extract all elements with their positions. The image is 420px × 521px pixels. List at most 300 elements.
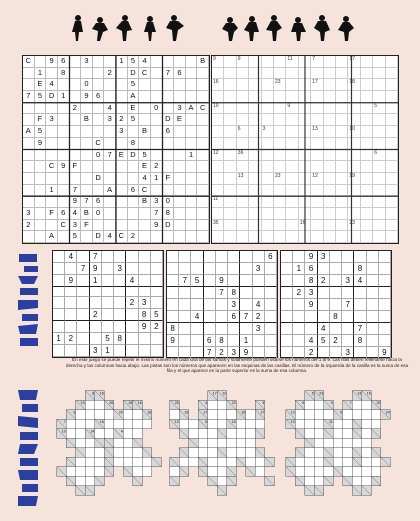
sudoku-9-cell[interactable]: [191, 323, 203, 335]
sudoku-16-cell[interactable]: 9: [58, 161, 70, 173]
kakuro-cell[interactable]: [217, 400, 227, 410]
sudoku-9-cell[interactable]: [354, 251, 366, 263]
sudoku-16-cell[interactable]: B: [81, 114, 93, 126]
killer-cell[interactable]: 23: [348, 220, 360, 232]
kakuro-cell[interactable]: [104, 429, 114, 439]
kakuro-cell[interactable]: [170, 410, 180, 420]
sudoku-16-cell[interactable]: E: [128, 103, 140, 115]
sudoku-16-cell[interactable]: 2: [23, 220, 35, 232]
kakuro-cell[interactable]: [362, 467, 372, 477]
sudoku-9-cell[interactable]: 9: [240, 347, 252, 359]
sudoku-16-cell[interactable]: C: [58, 220, 70, 232]
sudoku-16-cell[interactable]: C: [46, 161, 58, 173]
kakuro-cell[interactable]: [362, 419, 372, 429]
sudoku-16-cell[interactable]: D: [128, 68, 140, 80]
sudoku-9-cell[interactable]: [53, 321, 65, 333]
sudoku-16-cell[interactable]: D: [163, 114, 175, 126]
kakuro-cell[interactable]: [76, 438, 86, 448]
kakuro-cell[interactable]: [85, 448, 95, 458]
sudoku-9-cell[interactable]: [126, 251, 138, 263]
killer-cell[interactable]: 13: [237, 173, 249, 185]
sudoku-9-cell[interactable]: [114, 345, 126, 357]
sudoku-9-cell[interactable]: [102, 321, 114, 333]
kakuro-cell[interactable]: [198, 438, 208, 448]
sudoku-9-cell[interactable]: [253, 287, 265, 299]
sudoku-9-cell[interactable]: 8: [167, 323, 179, 335]
sudoku-16-cell[interactable]: 6: [58, 56, 70, 68]
kakuro-cell[interactable]: [255, 419, 265, 429]
sudoku-16-cell[interactable]: 8: [58, 68, 70, 80]
sudoku-9-cell[interactable]: 2: [305, 347, 317, 359]
sudoku-9-cell[interactable]: [240, 275, 252, 287]
sudoku-9-cell[interactable]: [342, 311, 354, 323]
sudoku-9-cell[interactable]: [228, 323, 240, 335]
kakuro-cell[interactable]: [208, 457, 218, 467]
kakuro-cell[interactable]: [208, 467, 218, 477]
sudoku-9-cell[interactable]: 6: [305, 263, 317, 275]
sudoku-9-cell[interactable]: [191, 251, 203, 263]
sudoku-9-cell[interactable]: [367, 251, 379, 263]
sudoku-9-cell[interactable]: [379, 323, 391, 335]
sudoku-9-cell[interactable]: [216, 323, 228, 335]
sudoku-9-cell[interactable]: 9: [65, 275, 77, 287]
sudoku-9-cell[interactable]: 9: [305, 299, 317, 311]
kakuro-cell[interactable]: [333, 419, 343, 429]
sudoku-9-cell[interactable]: [240, 287, 252, 299]
sudoku-9-cell[interactable]: 8: [354, 335, 366, 347]
kakuro-cell[interactable]: [362, 448, 372, 458]
sudoku-9-cell[interactable]: [293, 335, 305, 347]
kakuro-cell[interactable]: [314, 429, 324, 439]
kakuro-cell[interactable]: [314, 400, 324, 410]
sudoku-9-cell[interactable]: [90, 321, 102, 333]
sudoku-9-cell[interactable]: [179, 299, 191, 311]
kakuro-cell[interactable]: [305, 476, 315, 486]
sudoku-9-cell[interactable]: [191, 263, 203, 275]
kakuro-cell[interactable]: [333, 457, 343, 467]
sudoku-16-cell[interactable]: 3: [23, 208, 35, 220]
sudoku-9-cell[interactable]: 3: [139, 297, 151, 309]
sudoku-9-cell[interactable]: 9: [167, 335, 179, 347]
sudoku-9-cell[interactable]: 9: [216, 275, 228, 287]
sudoku-16-cell[interactable]: B: [139, 126, 151, 138]
kakuro-cell[interactable]: [179, 457, 189, 467]
sudoku-16-cell[interactable]: A: [104, 185, 116, 197]
kakuro-cell[interactable]: [217, 476, 227, 486]
kakuro-cell[interactable]: [66, 467, 76, 477]
sudoku-9-cell[interactable]: [265, 311, 277, 323]
sudoku-9-cell[interactable]: [265, 323, 277, 335]
sudoku-16-cell[interactable]: 7: [104, 150, 116, 162]
sudoku-16-cell[interactable]: 7: [70, 185, 82, 197]
sudoku-9-cell[interactable]: 1: [240, 335, 252, 347]
kakuro-cell[interactable]: [198, 448, 208, 458]
sudoku-9-cell[interactable]: [65, 263, 77, 275]
sudoku-16-cell[interactable]: 5: [128, 56, 140, 68]
kakuro-cell[interactable]: [76, 410, 86, 420]
sudoku-16-cell[interactable]: E: [35, 79, 47, 91]
sudoku-9-cell[interactable]: 4: [253, 299, 265, 311]
sudoku-9-cell[interactable]: [179, 263, 191, 275]
sudoku-16-cell[interactable]: 6: [163, 126, 175, 138]
kakuro-cell[interactable]: [217, 467, 227, 477]
kakuro-cell[interactable]: [85, 410, 95, 420]
sudoku-16-cell[interactable]: F: [81, 220, 93, 232]
sudoku-16-cell[interactable]: 3: [70, 220, 82, 232]
sudoku-9-cell[interactable]: 4: [126, 275, 138, 287]
sudoku-9-cell[interactable]: [281, 263, 293, 275]
kakuro-cell[interactable]: [133, 410, 143, 420]
sudoku-9-cell[interactable]: 8: [216, 335, 228, 347]
sudoku-9-cell[interactable]: 3: [90, 345, 102, 357]
sudoku-16-cell[interactable]: 5: [128, 114, 140, 126]
sudoku-16-cell[interactable]: B: [139, 196, 151, 208]
kakuro-cell[interactable]: [189, 457, 199, 467]
sudoku-9-cell[interactable]: [379, 287, 391, 299]
kakuro-cell[interactable]: [305, 448, 315, 458]
sudoku-16-cell[interactable]: 3: [116, 126, 128, 138]
kakuro-cell[interactable]: [142, 419, 152, 429]
sudoku-9-cell[interactable]: 7: [354, 323, 366, 335]
sudoku-9-cell[interactable]: [342, 323, 354, 335]
sudoku-9-cell[interactable]: [114, 287, 126, 297]
sudoku-16-cell[interactable]: 1: [58, 91, 70, 103]
sudoku-9-cell[interactable]: 2: [65, 333, 77, 345]
sudoku-9-cell[interactable]: [114, 321, 126, 333]
sudoku-16-cell[interactable]: 5: [35, 91, 47, 103]
sudoku-9-cell[interactable]: [330, 299, 342, 311]
sudoku-16-cell[interactable]: 6: [174, 68, 186, 80]
sudoku-9-cell[interactable]: 2: [216, 347, 228, 359]
sudoku-16-cell[interactable]: A: [128, 91, 140, 103]
kakuro-cell[interactable]: [352, 410, 362, 420]
sudoku-9-cell[interactable]: 8: [354, 263, 366, 275]
sudoku-16-cell[interactable]: F: [70, 161, 82, 173]
sudoku-16-cell[interactable]: 7: [81, 196, 93, 208]
sudoku-16-cell[interactable]: 8: [128, 138, 140, 150]
kakuro-cell[interactable]: [76, 429, 86, 439]
sudoku-9-cell[interactable]: [167, 263, 179, 275]
sudoku-9-cell[interactable]: [281, 251, 293, 263]
sudoku-9-cell[interactable]: [228, 263, 240, 275]
sudoku-9-cell[interactable]: [139, 345, 151, 357]
sudoku-9-cell[interactable]: 3: [342, 347, 354, 359]
sudoku-9-cell[interactable]: [379, 275, 391, 287]
sudoku-9-cell[interactable]: [354, 311, 366, 323]
sudoku-16-cell[interactable]: 4: [46, 79, 58, 91]
sudoku-9-cell[interactable]: 9: [379, 347, 391, 359]
sudoku-9-cell[interactable]: [265, 287, 277, 299]
sudoku-16-cell[interactable]: 3: [174, 103, 186, 115]
kakuro-cell[interactable]: [189, 419, 199, 429]
kakuro-cell[interactable]: [343, 467, 353, 477]
sudoku-9-cell[interactable]: 5: [191, 275, 203, 287]
sudoku-9-cell[interactable]: [102, 287, 114, 297]
sudoku-16-cell[interactable]: 3: [46, 114, 58, 126]
sudoku-16-cell[interactable]: 6: [58, 208, 70, 220]
sudoku-9-cell[interactable]: [126, 263, 138, 275]
killer-cell[interactable]: 10: [212, 103, 224, 115]
kakuro-cell[interactable]: [85, 419, 95, 429]
sudoku-9-cell[interactable]: 8: [305, 275, 317, 287]
kakuro-cell[interactable]: [66, 429, 76, 439]
killer-cell[interactable]: 5: [373, 103, 385, 115]
kakuro-cell[interactable]: [227, 457, 237, 467]
sudoku-9-cell[interactable]: [342, 287, 354, 299]
kakuro-cell[interactable]: [343, 419, 353, 429]
sudoku-9-cell[interactable]: [151, 275, 163, 287]
killer-cell[interactable]: 11: [286, 56, 298, 68]
sudoku-16-cell[interactable]: F: [46, 208, 58, 220]
kakuro-cell[interactable]: [362, 457, 372, 467]
kakuro-cell[interactable]: [123, 448, 133, 458]
sudoku-9-cell[interactable]: 1: [53, 333, 65, 345]
sudoku-16-cell[interactable]: 6: [128, 185, 140, 197]
killer-cell[interactable]: 36: [237, 150, 249, 162]
sudoku-16-cell[interactable]: C: [197, 103, 209, 115]
kakuro-cell[interactable]: [133, 467, 143, 477]
kakuro-cell[interactable]: [227, 410, 237, 420]
sudoku-9-cell[interactable]: [204, 263, 216, 275]
killer-cell[interactable]: 7: [311, 56, 323, 68]
sudoku-9-cell[interactable]: [240, 323, 252, 335]
sudoku-9-cell[interactable]: [265, 299, 277, 311]
sudoku-16-cell[interactable]: 6: [93, 196, 105, 208]
kakuro-cell[interactable]: [343, 438, 353, 448]
kakuro-cell[interactable]: [352, 467, 362, 477]
sudoku-16-cell[interactable]: 9: [35, 138, 47, 150]
sudoku-9-cell[interactable]: [330, 251, 342, 263]
killer-cell[interactable]: 6: [373, 150, 385, 162]
kakuro-cell[interactable]: [314, 448, 324, 458]
sudoku-9-cell[interactable]: 7: [204, 347, 216, 359]
kakuro-cell[interactable]: [217, 410, 227, 420]
sudoku-16-cell[interactable]: 7: [163, 68, 175, 80]
sudoku-9-cell[interactable]: [367, 299, 379, 311]
sudoku-9-cell[interactable]: [367, 263, 379, 275]
sudoku-9-cell[interactable]: 2: [293, 287, 305, 299]
sudoku-9-cell[interactable]: [367, 323, 379, 335]
sudoku-9-cell[interactable]: 4: [191, 311, 203, 323]
sudoku-9-cell[interactable]: [77, 275, 89, 287]
kakuro-cell[interactable]: [314, 438, 324, 448]
sudoku-9-cell[interactable]: 8: [139, 309, 151, 321]
sudoku-9-cell[interactable]: [151, 263, 163, 275]
sudoku-9-cell[interactable]: [167, 311, 179, 323]
sudoku-9-cell[interactable]: [53, 275, 65, 287]
sudoku-9-cell[interactable]: 3: [305, 287, 317, 299]
sudoku-16-cell[interactable]: C: [23, 56, 35, 68]
sudoku-9-cell[interactable]: [293, 323, 305, 335]
killer-cell[interactable]: 11: [212, 196, 224, 208]
kakuro-cell[interactable]: [217, 438, 227, 448]
sudoku-16-cell[interactable]: 5: [128, 79, 140, 91]
sudoku-9-cell[interactable]: 8: [330, 311, 342, 323]
killer-cell[interactable]: 16: [212, 79, 224, 91]
sudoku-16-cell[interactable]: 9: [151, 220, 163, 232]
sudoku-9-cell[interactable]: [281, 311, 293, 323]
kakuro-cell[interactable]: [85, 467, 95, 477]
sudoku-9-cell[interactable]: [102, 309, 114, 321]
sudoku-9-cell[interactable]: [293, 251, 305, 263]
sudoku-9-cell[interactable]: 8: [114, 333, 126, 345]
sudoku-16-cell[interactable]: 2: [151, 161, 163, 173]
sudoku-16-cell[interactable]: 1: [186, 150, 198, 162]
kakuro-cell[interactable]: [227, 448, 237, 458]
sudoku-16-cell[interactable]: 0: [151, 103, 163, 115]
sudoku-16-cell[interactable]: 1: [151, 173, 163, 185]
sudoku-9-cell[interactable]: [53, 309, 65, 321]
sudoku-16-cell[interactable]: E: [174, 114, 186, 126]
sudoku-9-cell[interactable]: 3: [318, 251, 330, 263]
sudoku-9-cell[interactable]: [139, 287, 151, 297]
sudoku-9-cell[interactable]: [126, 287, 138, 297]
sudoku-9-cell[interactable]: [253, 335, 265, 347]
sudoku-9-cell[interactable]: [318, 287, 330, 299]
sudoku-9-cell[interactable]: [379, 335, 391, 347]
sudoku-16-cell[interactable]: E: [116, 150, 128, 162]
kakuro-cell[interactable]: [246, 438, 256, 448]
kakuro-cell[interactable]: [295, 457, 305, 467]
kakuro-cell[interactable]: [208, 410, 218, 420]
sudoku-9-cell[interactable]: [77, 251, 89, 263]
kakuro-cell[interactable]: [95, 457, 105, 467]
sudoku-9-cell[interactable]: [90, 333, 102, 345]
sudoku-9-cell[interactable]: [126, 309, 138, 321]
sudoku-16-cell[interactable]: F: [163, 173, 175, 185]
sudoku-9-cell[interactable]: [228, 335, 240, 347]
sudoku-9-cell[interactable]: [367, 275, 379, 287]
sudoku-9-cell[interactable]: 3: [228, 299, 240, 311]
sudoku-9-cell[interactable]: 2: [330, 335, 342, 347]
sudoku-16-cell[interactable]: 4: [139, 173, 151, 185]
sudoku-9-cell[interactable]: [65, 321, 77, 333]
kakuro-cell[interactable]: [114, 438, 124, 448]
sudoku-9-cell[interactable]: [367, 311, 379, 323]
sudoku-9-cell[interactable]: [77, 333, 89, 345]
sudoku-9-cell[interactable]: [77, 321, 89, 333]
kakuro-cell[interactable]: [95, 467, 105, 477]
sudoku-9-cell[interactable]: [204, 311, 216, 323]
sudoku-9-cell[interactable]: [305, 311, 317, 323]
sudoku-9-cell[interactable]: [77, 345, 89, 357]
kakuro-cell[interactable]: [133, 429, 143, 439]
kakuro-cell[interactable]: [305, 467, 315, 477]
killer-cell[interactable]: 6: [237, 126, 249, 138]
sudoku-9-cell[interactable]: [179, 311, 191, 323]
sudoku-9-cell[interactable]: 1: [293, 263, 305, 275]
sudoku-9-cell[interactable]: [102, 251, 114, 263]
sudoku-16-cell[interactable]: 2: [128, 231, 140, 243]
kakuro-cell[interactable]: [123, 419, 133, 429]
sudoku-9-cell[interactable]: [318, 263, 330, 275]
kakuro-cell[interactable]: [85, 457, 95, 467]
sudoku-9-cell[interactable]: [265, 275, 277, 287]
sudoku-9-cell[interactable]: [77, 297, 89, 309]
kakuro-cell[interactable]: [133, 419, 143, 429]
kakuro-cell[interactable]: [295, 419, 305, 429]
sudoku-9-cell[interactable]: [90, 297, 102, 309]
sudoku-9-cell[interactable]: [204, 299, 216, 311]
sudoku-16-cell[interactable]: 7: [23, 91, 35, 103]
sudoku-9-cell[interactable]: 7: [90, 251, 102, 263]
sudoku-9-cell[interactable]: [53, 345, 65, 357]
sudoku-9-cell[interactable]: [204, 251, 216, 263]
kakuro-cell[interactable]: [343, 429, 353, 439]
kakuro-cell[interactable]: [314, 419, 324, 429]
kakuro-cell[interactable]: [324, 438, 334, 448]
kakuro-cell[interactable]: [343, 448, 353, 458]
sudoku-16-cell[interactable]: 8: [163, 208, 175, 220]
kakuro-cell[interactable]: [114, 448, 124, 458]
sudoku-9-cell[interactable]: [53, 251, 65, 263]
sudoku-16-cell[interactable]: 4: [104, 103, 116, 115]
sudoku-9-cell[interactable]: [139, 275, 151, 287]
sudoku-9-cell[interactable]: [204, 287, 216, 299]
killer-cell[interactable]: 17: [348, 56, 360, 68]
sudoku-9-cell[interactable]: [191, 335, 203, 347]
sudoku-9-cell[interactable]: 2: [126, 297, 138, 309]
sudoku-16-cell[interactable]: 5: [35, 126, 47, 138]
kakuro-cell[interactable]: [371, 467, 381, 477]
sudoku-16-cell[interactable]: 4: [139, 56, 151, 68]
sudoku-9-cell[interactable]: [204, 275, 216, 287]
kakuro-cell[interactable]: [120, 429, 133, 439]
kakuro-cell[interactable]: [333, 429, 343, 439]
kakuro-cell[interactable]: [189, 429, 199, 439]
sudoku-9-cell[interactable]: 9: [139, 321, 151, 333]
kakuro-cell[interactable]: [295, 410, 305, 420]
kakuro-cell[interactable]: [246, 410, 256, 420]
kakuro-cell[interactable]: [170, 467, 180, 477]
sudoku-9-cell[interactable]: [102, 263, 114, 275]
killer-cell[interactable]: 9: [286, 103, 298, 115]
kakuro-cell[interactable]: [305, 429, 315, 439]
sudoku-9-cell[interactable]: 3: [342, 275, 354, 287]
sudoku-9-cell[interactable]: [139, 333, 151, 345]
sudoku-9-cell[interactable]: [216, 299, 228, 311]
sudoku-9-cell[interactable]: [216, 251, 228, 263]
kakuro-cell[interactable]: [352, 476, 362, 486]
sudoku-9-cell[interactable]: [191, 287, 203, 299]
sudoku-9-cell[interactable]: [228, 251, 240, 263]
kakuro-cell[interactable]: [142, 467, 152, 477]
kakuro-cell[interactable]: [227, 438, 237, 448]
sudoku-16-cell[interactable]: 0: [93, 208, 105, 220]
sudoku-16-cell[interactable]: A: [46, 231, 58, 243]
kakuro-cell[interactable]: [349, 400, 362, 410]
sudoku-16-cell[interactable]: 9: [70, 196, 82, 208]
sudoku-16-cell[interactable]: 3: [81, 56, 93, 68]
kakuro-cell[interactable]: [362, 438, 372, 448]
sudoku-9-cell[interactable]: [53, 287, 65, 297]
sudoku-9-cell[interactable]: [151, 297, 163, 309]
kakuro-cell[interactable]: [104, 419, 114, 429]
sudoku-16-cell[interactable]: D: [128, 150, 140, 162]
kakuro-cell[interactable]: [255, 457, 265, 467]
sudoku-9-cell[interactable]: [167, 299, 179, 311]
sudoku-9-cell[interactable]: 1: [102, 345, 114, 357]
sudoku-9-cell[interactable]: 7: [342, 299, 354, 311]
sudoku-16-cell[interactable]: 2: [70, 103, 82, 115]
kakuro-cell[interactable]: [123, 438, 133, 448]
kakuro-cell[interactable]: [85, 400, 95, 410]
kakuro-cell[interactable]: [236, 419, 246, 429]
sudoku-9-cell[interactable]: [342, 263, 354, 275]
sudoku-16-cell[interactable]: F: [35, 114, 47, 126]
kakuro-cell[interactable]: [314, 467, 324, 477]
kakuro-cell[interactable]: [95, 448, 105, 458]
